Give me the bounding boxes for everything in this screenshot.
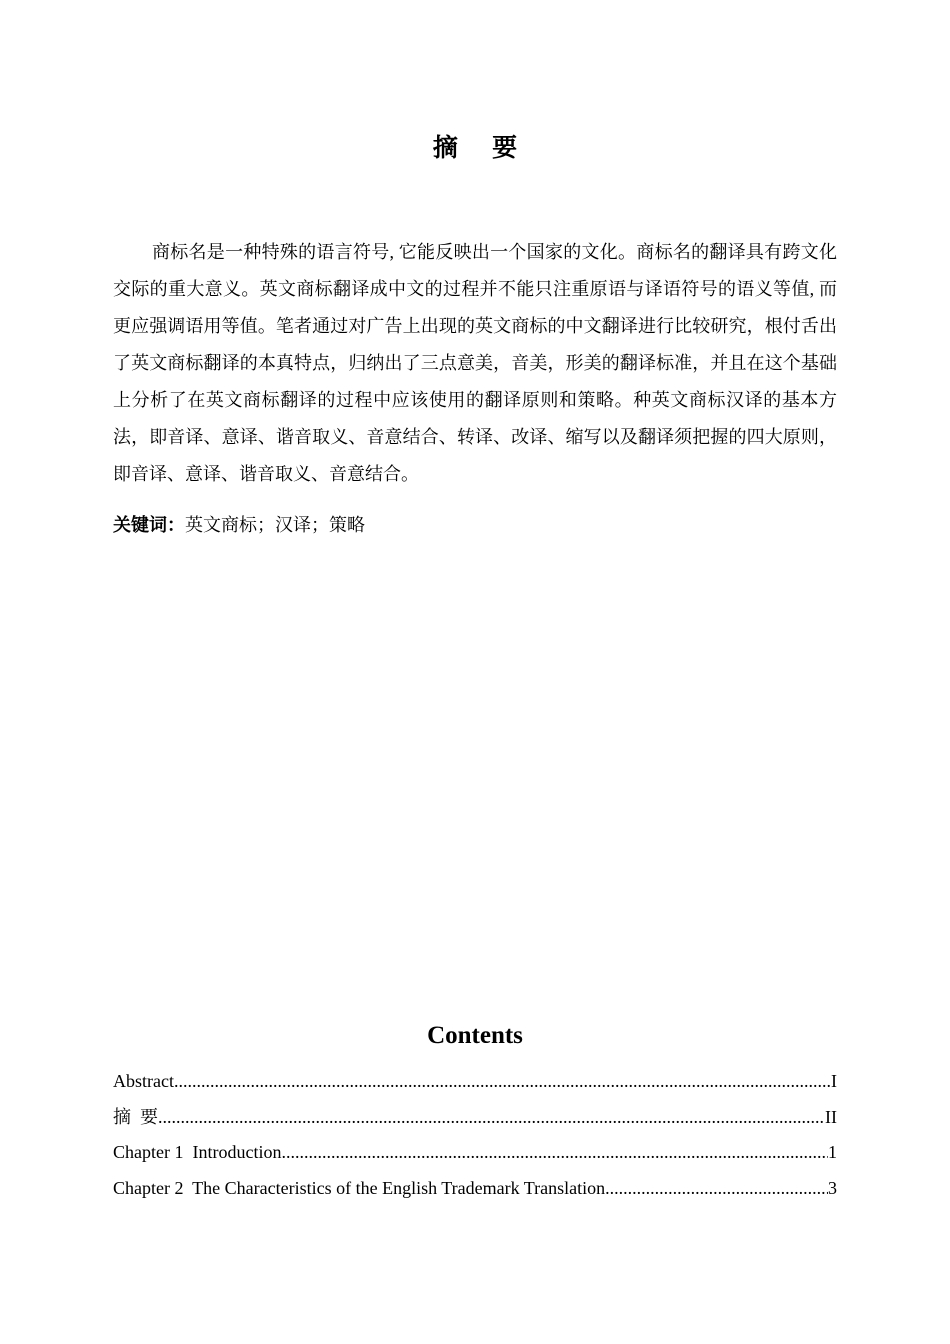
contents-title: Contents (427, 1022, 523, 1049)
keywords-label: 关键词： (113, 515, 185, 535)
toc-entry-page: 1 (828, 1142, 837, 1162)
keywords-values: 英文商标；汉译；策略 (185, 515, 365, 535)
toc-entry-label: Abstract (113, 1071, 174, 1091)
toc-dot-leader (281, 1135, 828, 1171)
table-of-contents (113, 1064, 837, 1206)
toc-entry-label: 摘 要 (113, 1106, 158, 1127)
toc-entry-chapter-2[interactable] (113, 1171, 837, 1207)
abstract-body: 商标名是一种特殊的语言符号, 它能反映出一个国家的文化。商标名的翻译具有跨文化交际的重大意义。英文商标翻译成中文的过程并不能只注重原语与译语符号的语义等值, 而更应强调语用等值。笔者通过对广告上出现的英文商标的中文翻译进行比较研究，根付舌出了英文商标翻译的本真特点，归纳出了三点意美，音美，形美的翻译标准，并且在这个基础上分析了在英文商标翻译的过程中应该使用的翻译原则和策略。种英文商标汉译的基本方法，即音译、意译、谐音取义、音意结合、转译、改译、缩写以及翻译须把握的四大原则，即音译、意译、谐音取义、音意结合。 (113, 242, 837, 484)
toc-dot-leader (605, 1171, 828, 1207)
keywords-line (113, 510, 837, 540)
toc-entry-abstract[interactable] (113, 1064, 837, 1100)
toc-entry-page: I (831, 1071, 837, 1091)
toc-entry-chapter-1[interactable] (113, 1135, 837, 1171)
toc-dot-leader (174, 1064, 831, 1100)
abstract-title: 摘 要 (432, 135, 532, 162)
toc-entry-page: II (825, 1106, 837, 1127)
toc-entry-zhaiyao[interactable] (113, 1100, 837, 1136)
toc-entry-label: Chapter 2 The Characteristics of the English Trademark Translation (113, 1177, 606, 1198)
toc-dot-leader (158, 1100, 825, 1136)
toc-entry-page: 3 (828, 1177, 837, 1198)
toc-entry-label: Chapter 1 Introduction (113, 1142, 282, 1162)
